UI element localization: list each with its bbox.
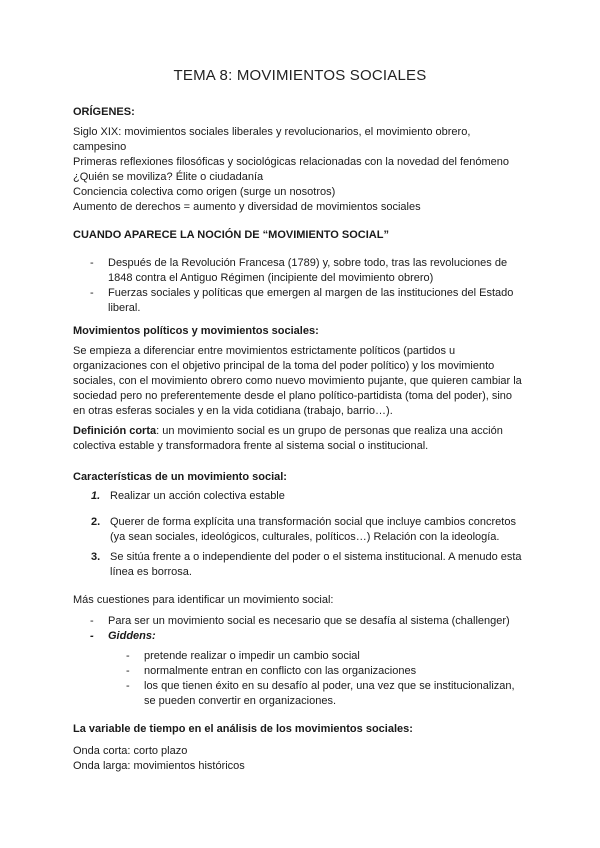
list-item: - Después de la Revolución Francesa (1789) y, sobre todo, tras las revoluciones de 1848 contra el Antiguo Régimen (incipiente del movimiento obrero) xyxy=(90,257,508,284)
politicos-heading: Movimientos políticos y movimientos sociales: xyxy=(73,325,319,337)
list-item: 2. Querer de forma explícita una transformación social que incluye cambios concretos (ya sean sociales, ideológicos, culturales, políticos…) Relación con la ideología. xyxy=(91,516,516,543)
origenes-line: ¿Quién se moviliza? Élite o ciudadanía xyxy=(73,171,264,183)
list-item: 1. Realizar un acción colectiva estable xyxy=(91,490,285,502)
tiempo-heading: La variable de tiempo en el análisis de los movimientos sociales: xyxy=(73,723,413,735)
caracteristicas-list xyxy=(73,489,533,586)
list-item: - Fuerzas sociales y políticas que emergen al margen de las instituciones del Estado liberal. xyxy=(90,287,514,314)
list-item: 3. Se sitúa frente a o independiente del poder o el sistema institucional. A menudo esta línea es borrosa. xyxy=(91,551,522,578)
list-item: - pretende realizar o impedir un cambio social xyxy=(126,650,360,662)
origenes-line: Siglo XIX: movimientos sociales liberales y revolucionarios, el movimiento obrero, xyxy=(73,126,471,138)
dash-bullet: - xyxy=(90,287,94,299)
cuestiones-section xyxy=(73,593,533,608)
origenes-heading: ORÍGENES: xyxy=(73,106,135,118)
definicion-label: Definición corta xyxy=(73,425,157,437)
dash-bullet: - xyxy=(90,257,94,269)
item-number: 2. xyxy=(91,516,101,528)
origenes-section xyxy=(73,105,533,120)
cuestiones-list xyxy=(73,614,533,644)
politicos-body: Se empieza a diferenciar entre movimientos estrictamente políticos (partidos u organizaciones con el objetivo principal de la toma del poder político) y los movimiento sociales, con el movimiento obrero como nuevo movimiento pujante, que quieren cambiar la sociedad pero no preferentemente desde el plano político-partidista (toma del poder), sino en otras esferas sociales y en la vida cotidiana (trabajo, barrio…). xyxy=(73,345,522,417)
item-number: 3. xyxy=(91,551,101,563)
giddens-sublist xyxy=(73,649,533,709)
origenes-line: Conciencia colectiva como origen (surge un nosotros) xyxy=(73,186,336,198)
dash-bullet: - xyxy=(90,630,94,642)
origenes-line: campesino xyxy=(73,141,127,153)
tiempo-body: Onda corta: corto plazo Onda larga: movimientos históricos xyxy=(73,745,245,772)
dash-bullet: - xyxy=(126,665,130,677)
cuestiones-intro: Más cuestiones para identificar un movimiento social: xyxy=(73,594,334,606)
page-title: TEMA 8: MOVIMIENTOS SOCIALES xyxy=(173,67,427,84)
giddens-label: Giddens: xyxy=(108,630,156,642)
dash-bullet: - xyxy=(90,615,94,627)
list-item xyxy=(73,629,533,644)
nocion-heading: CUANDO APARECE LA NOCIÓN DE “MOVIMIENTO SOCIAL” xyxy=(73,229,389,241)
list-item: - los que tienen éxito en su desafío al poder, una vez que se institucionalizan, se pueden convertir en organizaciones. xyxy=(126,680,515,707)
nocion-section xyxy=(73,228,533,243)
origenes-line: Aumento de derechos = aumento y diversidad de movimientos sociales xyxy=(73,201,421,213)
origenes-line: Primeras reflexiones filosóficas y sociológicas relacionadas con la novedad del fenómeno xyxy=(73,156,509,168)
caracteristicas-section xyxy=(73,470,533,485)
caracteristicas-heading: Características de un movimiento social: xyxy=(73,471,287,483)
dash-bullet: - xyxy=(126,650,130,662)
dash-bullet: - xyxy=(126,680,130,692)
list-item: - normalmente entran en conflicto con las organizaciones xyxy=(126,665,417,677)
definicion-section: Definición corta: un movimiento social es un grupo de personas que realiza una acción colectiva estable y transformadora frente al sistema social o institucional. xyxy=(73,425,503,452)
origenes-body xyxy=(73,125,533,215)
tiempo-section xyxy=(73,722,533,737)
item-number: 1. xyxy=(91,490,101,502)
politicos-section xyxy=(73,324,533,339)
nocion-list xyxy=(73,256,533,316)
list-item: - Para ser un movimiento social es necesario que se desafía al sistema (challenger) xyxy=(90,615,510,627)
